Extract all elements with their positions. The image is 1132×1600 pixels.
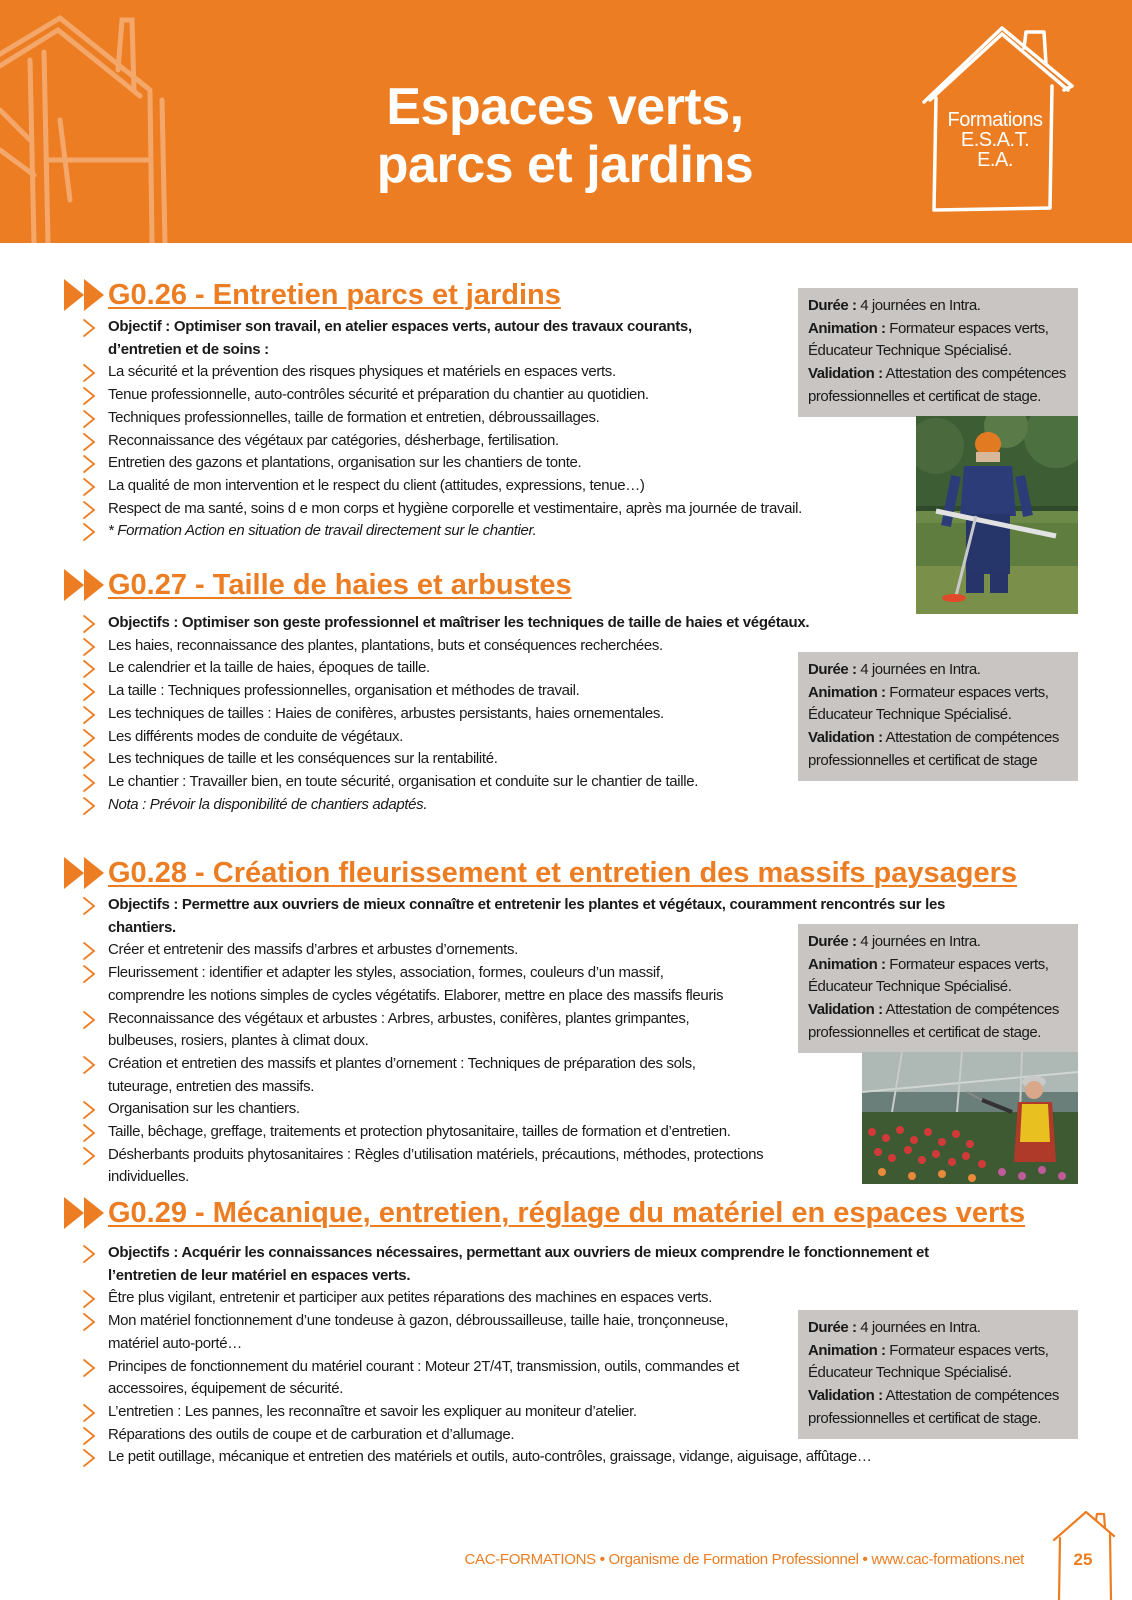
- footer-org: CAC-FORMATIONS: [464, 1551, 596, 1568]
- info-box-g027: Durée : 4 journées en Intra. Animation : Formateur espaces verts, Éducateur Technique Spécialisé. Validation : Attestation de compétences professionnelles et certificat de stage: [798, 652, 1078, 781]
- section-marker-g028: [62, 855, 112, 891]
- list-item: Taille, bêchage, greffage, traitements et protection phytosanitaire, tailles de formation et d’entretien.: [82, 1121, 945, 1144]
- chevron-right-icon: [82, 682, 96, 702]
- list-item: Fleurissement : identifier et adapter les styles, association, formes, couleurs d’un massif, comprendre les notions simples de cycles végétatifs. Elaborer, mettre en place des massifs fleuris: [82, 962, 945, 1007]
- list-item: Créer et entretenir des massifs d’arbres et arbustes d’ornements.: [82, 939, 945, 962]
- chevron-right-icon: [82, 363, 96, 383]
- footer-url[interactable]: www.cac-formations.net: [871, 1551, 1024, 1568]
- list-item: Désherbants produits phytosanitaires : Règles d’utilisation matériels, précautions, méthodes, protections individuelles.: [82, 1144, 945, 1189]
- double-arrow-icon: [62, 277, 112, 313]
- objectif-line: Objectifs : Acquérir les connaissances nécessaires, permettant aux ouvriers de mieux comprendre le fonctionnement et l’entretien de leur matériel en espaces verts.: [82, 1242, 929, 1287]
- list-item: Techniques professionnelles, taille de formation et entretien, débroussaillages.: [82, 407, 802, 430]
- footer-tagline: Organisme de Formation Professionnel: [608, 1551, 859, 1568]
- section-body-g026: [82, 316, 802, 543]
- info-box-g026: Durée : 4 journées en Intra. Animation : Formateur espaces verts, Éducateur Technique Spécialisé. Validation : Attestation des compétences professionnelles et certificat de stage.: [798, 288, 1078, 417]
- list-item: Les techniques de taille et les conséquences sur la rentabilité.: [82, 748, 809, 771]
- double-arrow-icon: [62, 1195, 112, 1231]
- chevron-right-icon: [82, 1403, 96, 1423]
- chevron-right-icon: [82, 318, 96, 338]
- chevron-right-icon: [82, 750, 96, 770]
- list-item: Principes de fonctionnement du matériel courant : Moteur 2T/4T, transmission, outils, commandes et accessoires, équipement de sécurité.: [82, 1356, 929, 1401]
- section-title-g029: G0.29 - Mécanique, entretien, réglage du matériel en espaces verts: [108, 1197, 1026, 1229]
- section-marker-g026: [62, 277, 112, 313]
- chevron-right-icon: [82, 1244, 96, 1264]
- list-item: Entretien des gazons et plantations, organisation sur les chantiers de tonte.: [82, 452, 802, 475]
- list-item: Reconnaissance des végétaux par catégories, désherbage, fertilisation.: [82, 430, 802, 453]
- photo-greenhouse-worker: [862, 1052, 1078, 1184]
- double-arrow-icon: [62, 567, 112, 603]
- double-arrow-icon: [62, 855, 112, 891]
- logo-line1: Formations: [947, 109, 1043, 131]
- list-item: Les techniques de tailles : Haies de conifères, arbustes persistants, haies ornementales.: [82, 703, 809, 726]
- list-item: Être plus vigilant, entretenir et participer aux petites réparations des machines en espaces verts.: [82, 1287, 929, 1310]
- list-item: Les différents modes de conduite de végétaux.: [82, 726, 809, 749]
- list-item: Le chantier : Travailler bien, en toute sécurité, organisation et conduite sur le chantier de taille.: [82, 771, 809, 794]
- chevron-right-icon: [82, 659, 96, 679]
- chevron-right-icon: [82, 1289, 96, 1309]
- chevron-right-icon: [82, 705, 96, 725]
- chevron-right-icon: [82, 796, 96, 816]
- list-item: Organisation sur les chantiers.: [82, 1098, 945, 1121]
- objectif-line: Objectif : Optimiser son travail, en atelier espaces verts, autour des travaux courants, d’entretien et de soins :: [82, 316, 802, 361]
- chevron-right-icon: [82, 637, 96, 657]
- chevron-right-icon: [82, 1426, 96, 1446]
- chevron-right-icon: [82, 1010, 96, 1030]
- objectif-line: Objectifs : Optimiser son geste professionnel et maîtriser les techniques de taille de haies et végétaux.: [82, 612, 809, 635]
- footer-bullet: •: [862, 1551, 868, 1568]
- chevron-right-icon: [82, 454, 96, 474]
- page-header: [0, 0, 1132, 243]
- chevron-right-icon: [82, 941, 96, 961]
- chevron-right-icon: [82, 1100, 96, 1120]
- chevron-right-icon: [82, 1055, 96, 1075]
- list-item: La sécurité et la prévention des risques physiques et matériels en espaces verts.: [82, 361, 802, 384]
- list-item: Reconnaissance des végétaux et arbustes : Arbres, arbustes, conifères, plantes grimpantes, bulbeuses, rosiers, plantes à climat doux.: [82, 1008, 945, 1053]
- chevron-right-icon: [82, 477, 96, 497]
- chevron-right-icon: [82, 773, 96, 793]
- section-body-g027: [82, 612, 809, 816]
- chevron-right-icon: [82, 522, 96, 542]
- chevron-right-icon: [82, 1312, 96, 1332]
- chevron-right-icon: [82, 500, 96, 520]
- list-item: Tenue professionnelle, auto-contrôles sécurité et préparation du chantier au quotidien.: [82, 384, 802, 407]
- section-title-g028: G0.28 - Création fleurissement et entretien des massifs paysagers: [108, 857, 1018, 889]
- chevron-right-icon: [82, 614, 96, 634]
- footer-text: [464, 1551, 1024, 1568]
- objectif-line: Objectifs : Permettre aux ouvriers de mieux connaître et entretenir les plantes et végétaux, couramment rencontrés sur les chantiers.: [82, 894, 945, 939]
- chevron-right-icon: [82, 386, 96, 406]
- photo-brushcutter-worker: [916, 416, 1078, 614]
- list-item: Mon matériel fonctionnement d’une tondeuse à gazon, débroussailleuse, taille haie, tronçonneuse, matériel auto-porté…: [82, 1310, 929, 1355]
- chevron-right-icon: [82, 964, 96, 984]
- chevron-right-icon: [82, 896, 96, 916]
- list-item: Respect de ma santé, soins d e mon corps et hygiène corporelle et vestimentaire, après ma journée de travail.: [82, 498, 802, 521]
- list-item: Réparations des outils de coupe et de carburation et d’allumage.: [82, 1424, 929, 1447]
- list-item: Le petit outillage, mécanique et entretien des matériels et outils, auto-contrôles, graissage, vidange, aiguisage, affûtage…: [82, 1446, 929, 1469]
- house-logo-text: [940, 110, 1050, 170]
- section-title-g026: G0.26 - Entretien parcs et jardins: [108, 279, 561, 311]
- page-title-line2: parcs et jardins: [376, 136, 754, 194]
- house-sketch-decoration: [0, 0, 230, 243]
- page-number: 25: [1073, 1550, 1093, 1569]
- section-title-g027: G0.27 - Taille de haies et arbustes: [108, 569, 572, 601]
- page-footer: [0, 1540, 1132, 1600]
- list-item: La qualité de mon intervention et le respect du client (attitudes, expressions, tenue…): [82, 475, 802, 498]
- page-title-line1: Espaces verts,: [386, 78, 744, 136]
- section-marker-g027: [62, 567, 112, 603]
- note-line: * Formation Action en situation de travail directement sur le chantier.: [82, 520, 802, 543]
- list-item: La taille : Techniques professionnelles, organisation et méthodes de travail.: [82, 680, 809, 703]
- note-line: Nota : Prévoir la disponibilité de chantiers adaptés.: [82, 794, 809, 817]
- logo-line3: E.A.: [977, 149, 1013, 171]
- chevron-right-icon: [82, 409, 96, 429]
- info-box-g028: Durée : 4 journées en Intra. Animation : Formateur espaces verts, Éducateur Technique Spécialisé. Validation : Attestation de compétences professionnelles et certificat de stage.: [798, 924, 1078, 1053]
- section-marker-g029: [62, 1195, 112, 1231]
- info-box-g029: Durée : 4 journées en Intra. Animation : Formateur espaces verts, Éducateur Technique Spécialisé. Validation : Attestation de compétences professionnelles et certificat de stage.: [798, 1310, 1078, 1439]
- list-item: Le calendrier et la taille de haies, époques de taille.: [82, 657, 809, 680]
- list-item: L’entretien : Les pannes, les reconnaître et savoir les expliquer au moniteur d’atelier.: [82, 1401, 929, 1424]
- chevron-right-icon: [82, 1123, 96, 1143]
- page-title: [300, 78, 830, 194]
- footer-bullet: •: [599, 1551, 605, 1568]
- chevron-right-icon: [82, 1146, 96, 1166]
- chevron-right-icon: [82, 728, 96, 748]
- chevron-right-icon: [82, 1358, 96, 1378]
- chevron-right-icon: [82, 432, 96, 452]
- chevron-right-icon: [82, 1448, 96, 1468]
- list-item: Création et entretien des massifs et plantes d’ornement : Techniques de préparation des sols, tuteurage, entretien des massifs.: [82, 1053, 945, 1098]
- logo-line2: E.S.A.T.: [960, 129, 1030, 151]
- list-item: Les haies, reconnaissance des plantes, plantations, buts et conséquences recherchées.: [82, 635, 809, 658]
